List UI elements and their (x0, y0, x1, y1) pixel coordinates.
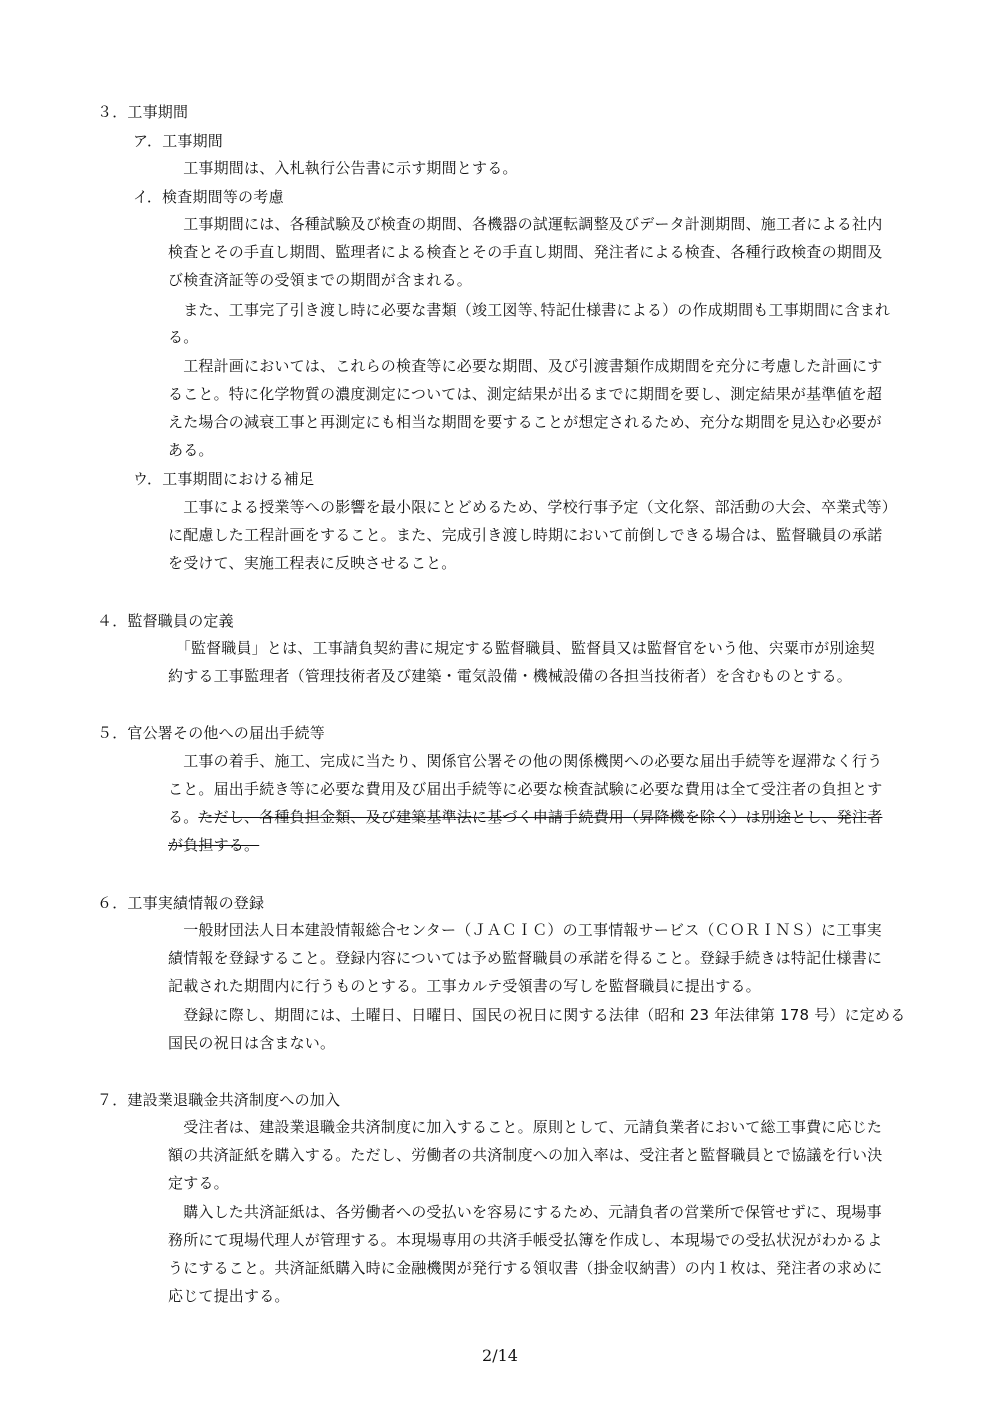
paragraph-line: 「監督職員」とは、工事請負契約書に規定する監督職員、監督員又は監督官をいう他、宍粟市が別途契 (168, 639, 875, 657)
paragraph-line: 一般財団法人日本建設情報総合センター（ＪＡＣＩＣ）の工事情報サービス（ＣＯＲＩＮＳ）に工事実 (168, 921, 882, 939)
paragraph-line: 購入した共済証紙は、各労働者への受払いを容易にするため、元請負者の営業所で保管せずに、現場事 (168, 1203, 882, 1221)
paragraph-line: こと。届出手続き等に必要な費用及び届出手続等に必要な検査試験に必要な費用は全て受注者の負担とす (168, 780, 883, 798)
paragraph-line: えた場合の減衰工事と再測定にも相当な期間を要することが想定されるため、充分な期間を見込む必要が (168, 413, 882, 431)
paragraph-line (168, 807, 882, 827)
paragraph-line: 工事期間は、入札執行公告書に示す期間とする。 (168, 159, 518, 177)
paragraph-line: 国民の祝日は含まない。 (168, 1034, 336, 1052)
section-7-heading: ７．建設業退職金共済制度への加入 (97, 1091, 341, 1109)
paragraph-line: 定する。 (168, 1174, 229, 1192)
paragraph-line: る。 (168, 328, 199, 346)
page-number: 2/14 (482, 1346, 518, 1365)
paragraph-line: 額の共済証紙を購入する。ただし、労働者の共済制度への加入率は、受注者と監督職員とで協議を行い決 (168, 1146, 883, 1164)
paragraph-line: 応じて提出する。 (168, 1287, 290, 1305)
paragraph-line: 務所にて現場代理人が管理する。本現場専用の共済手帳受払簿を作成し、本現場での受払状況がわかるよ (168, 1231, 883, 1249)
paragraph-line: 記載された期間内に行うものとする。工事カルテ受領書の写しを監督職員に提出する。 (168, 977, 761, 995)
subsection-u-heading: ウ．工事期間における補足 (133, 470, 315, 488)
struck-text: が負担する。 (168, 836, 260, 854)
section-3-heading: ３．工事期間 (97, 103, 189, 121)
paragraph-line: 約する工事監理者（管理技術者及び建築・電気設備・機械設備の各担当技術者）を含むものとする。 (168, 667, 853, 685)
section-5-heading: ５．官公署その他への届出手続等 (97, 724, 326, 742)
paragraph-line: ある。 (168, 441, 214, 459)
paragraph-line: 工事による授業等への影響を最小限にとどめるため、学校行事予定（文化祭、部活動の大会、卒業式等） (168, 498, 898, 516)
paragraph-line: に配慮した工程計画をすること。また、完成引き渡し時期において前倒しできる場合は、監督職員の承諾 (168, 526, 883, 544)
paragraph-line: 受注者は、建設業退職金共済制度に加入すること。原則として、元請負業者において総工事費に応じた (168, 1118, 883, 1136)
paragraph-line: び検査済証等の受領までの期間が含まれる。 (168, 271, 473, 289)
paragraph-line: 検査とその手直し期間、監理者による検査とその手直し期間、発注者による検査、各種行政検査の期間及 (168, 243, 883, 261)
paragraph-line: 工事の着手、施工、完成に当たり、関係官公署その他の関係機関への必要な届出手続等を遅滞なく行う (168, 752, 883, 770)
paragraph-line: 績情報を登録すること。登録内容については予め監督職員の承諾を得ること。登録手続きは特記仕様書に (168, 949, 883, 967)
paragraph-line: 工程計画においては、これらの検査等に必要な期間、及び引渡書類作成期間を充分に考慮した計画にす (168, 357, 883, 375)
paragraph-line: 登録に際し、期間には、土曜日、日曜日、国民の祝日に関する法律（昭和 23 年法律第 178 号）に定める (168, 1006, 906, 1024)
plain-text: る。 (168, 808, 199, 826)
paragraph-line: 工事期間には、各種試験及び検査の期間、各機器の試運転調整及びデータ計測期間、施工者による社内 (168, 215, 883, 233)
struck-text: ただし、各種負担金類、及び建築基準法に基づく申請手続費用（昇降機を除く）は別途とし、発注者 (198, 808, 883, 826)
section-6-heading: ６．工事実績情報の登録 (97, 894, 265, 912)
subsection-a-heading: ア．工事期間 (133, 132, 224, 150)
paragraph-line: ること。特に化学物質の濃度測定については、測定結果が出るまでに期間を要し、測定結果が基準値を超 (168, 385, 883, 403)
paragraph-line: また、工事完了引き渡し時に必要な書類（竣工図等､特記仕様書による）の作成期間も工事期間に含まれ (168, 301, 891, 319)
paragraph-line: を受けて、実施工程表に反映させること。 (168, 554, 457, 572)
section-4-heading: ４．監督職員の定義 (97, 612, 234, 630)
subsection-i-heading: イ．検査期間等の考慮 (133, 188, 284, 206)
paragraph-line: うにすること。共済証紙購入時に金融機関が発行する領収書（掛金収納書）の内１枚は、発注者の求めに (168, 1259, 883, 1277)
